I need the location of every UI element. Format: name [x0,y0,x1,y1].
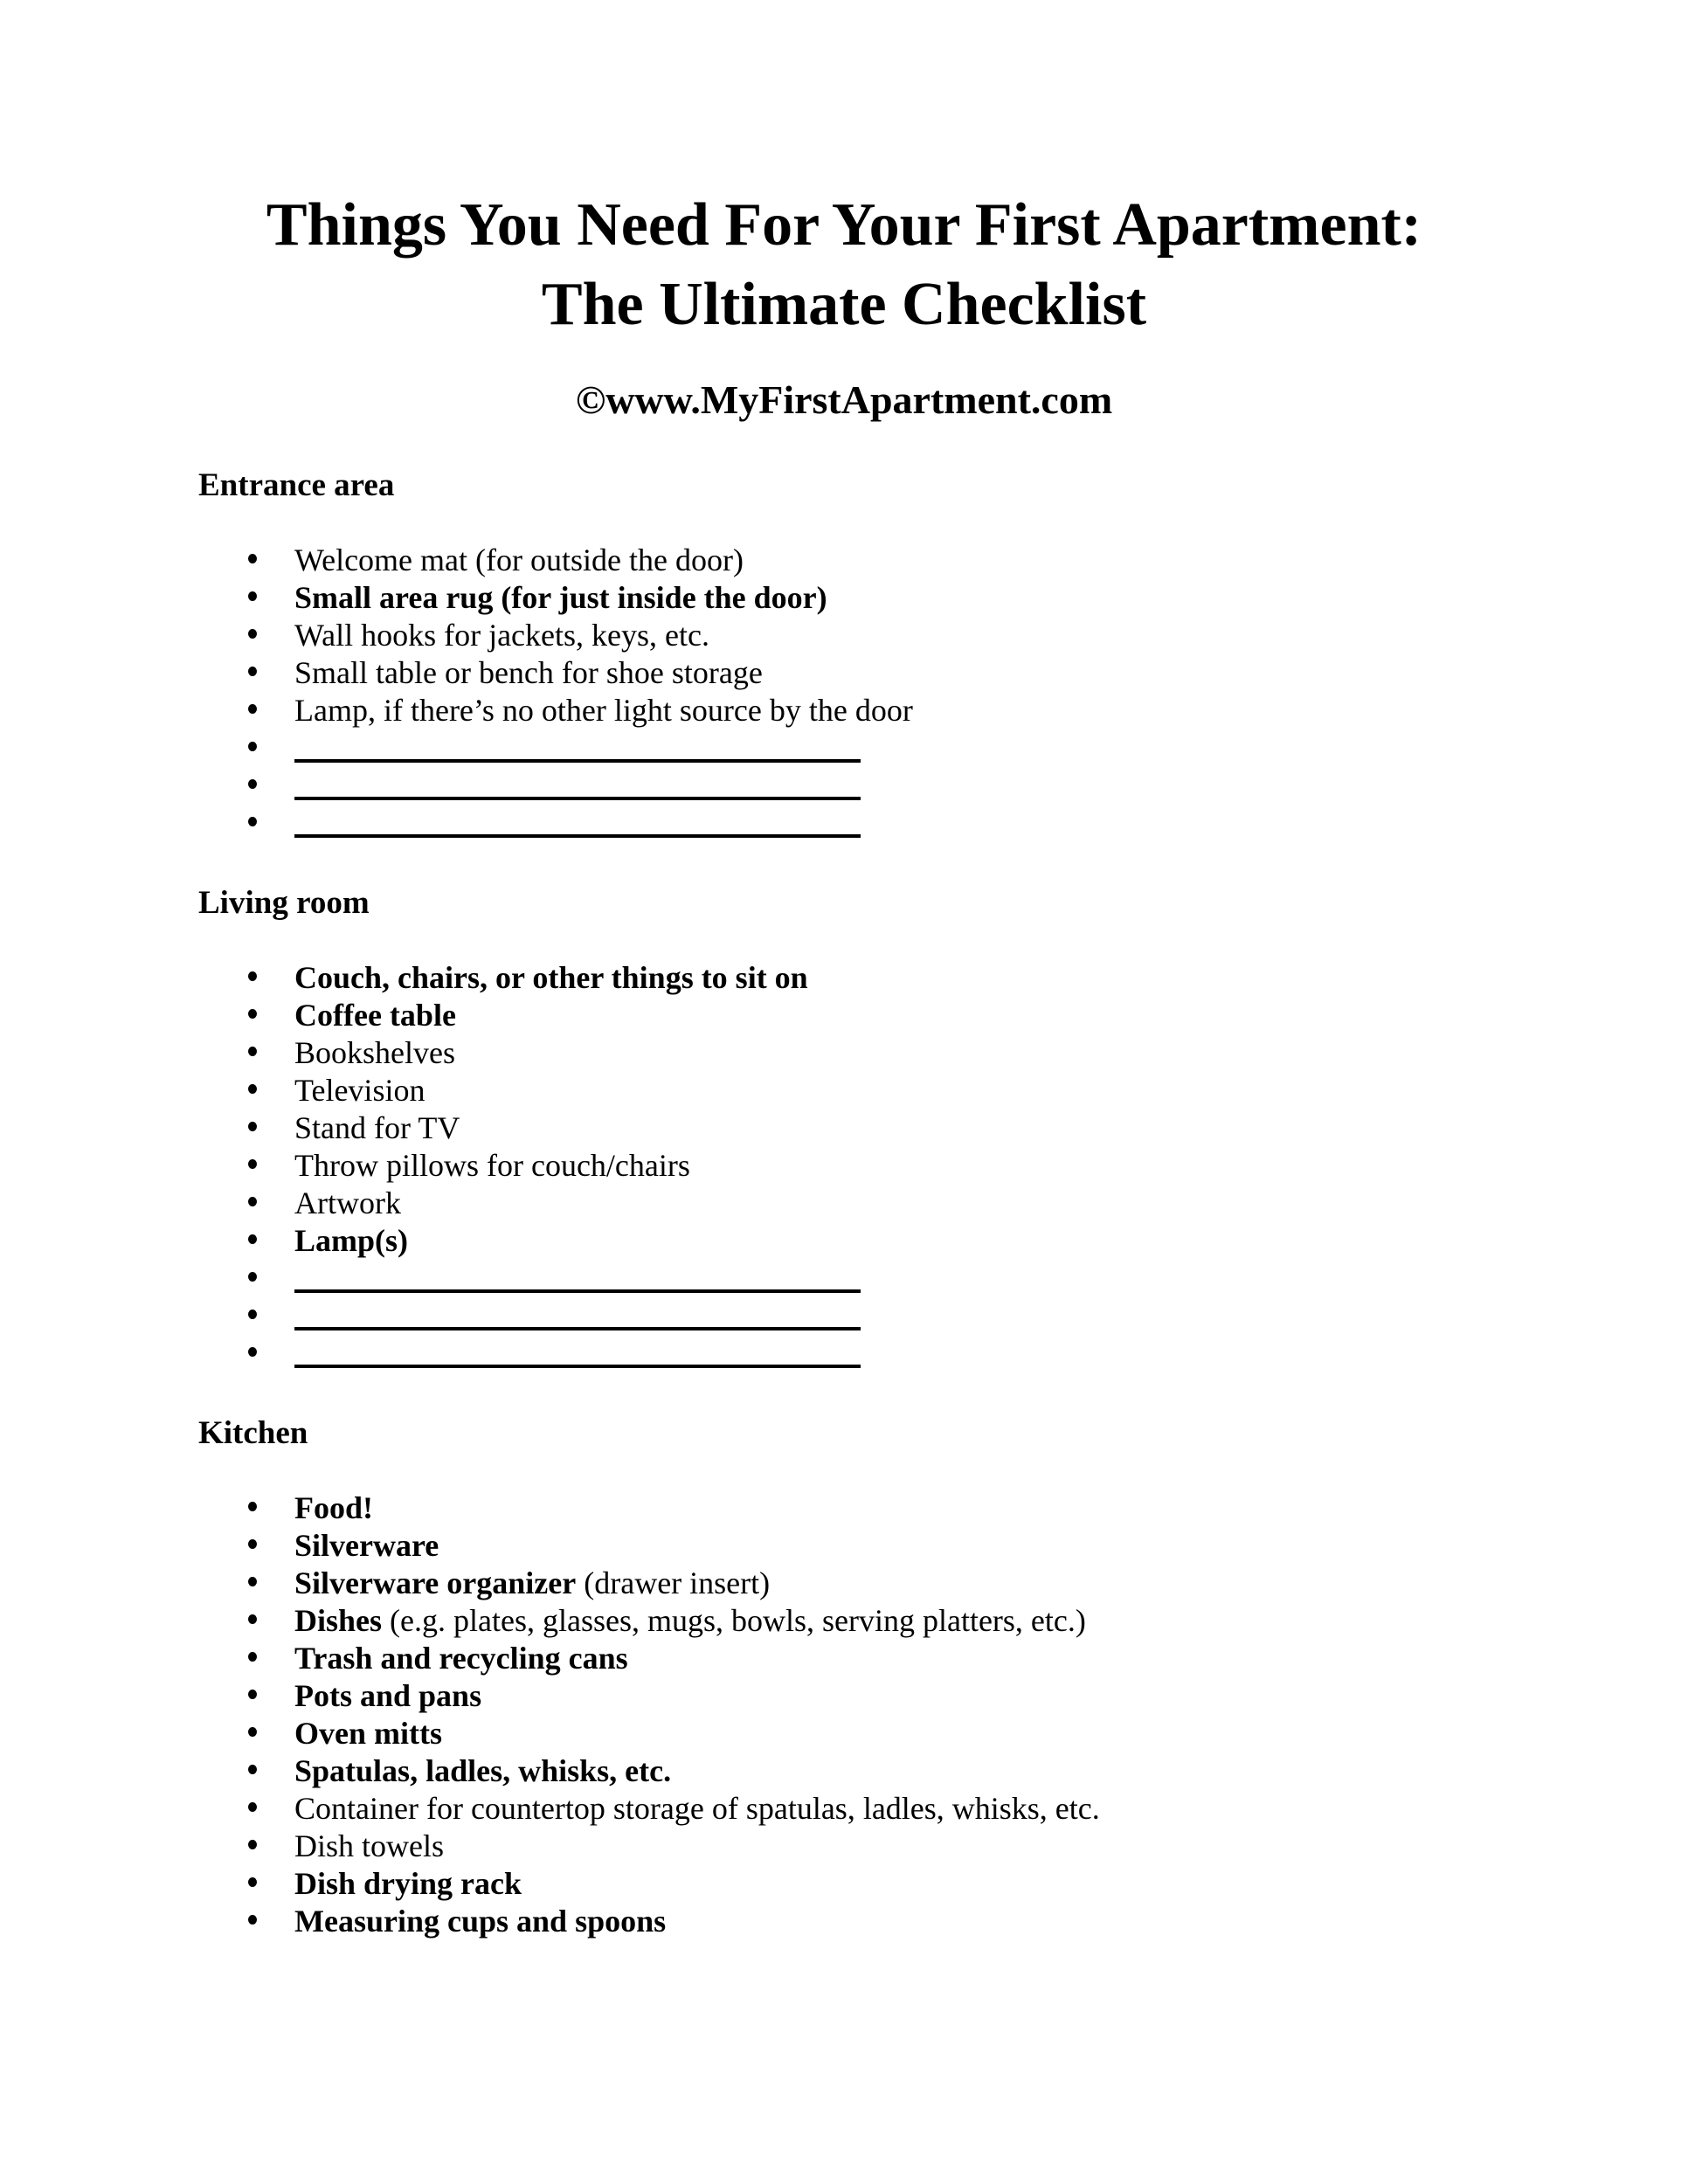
bullet-icon [248,1502,257,1511]
item-text [294,960,808,995]
checklist-item [198,1790,1490,1828]
bullet-icon [248,742,257,751]
write-in-line [294,1277,861,1293]
item-text-bold: Food! [294,1490,373,1525]
bullet-icon [248,1765,257,1774]
item-text [294,1866,522,1901]
item-text-regular: Small table or bench for shoe storage [294,655,763,690]
item-text-regular: Television [294,1073,425,1108]
item-text-regular: Dish towels [294,1828,444,1863]
bullet-icon [248,1614,257,1624]
item-text-bold: Dish drying rack [294,1866,522,1901]
bullet-icon [248,1727,257,1737]
checklist-item [198,1715,1490,1752]
item-text [294,618,709,653]
bullet-icon [248,779,257,789]
checklist-item-blank [198,1335,1490,1372]
item-text-bold: Couch, chairs, or other things to sit on [294,960,808,995]
item-text-bold: Spatulas, ladles, whisks, etc. [294,1753,672,1788]
item-text [294,1073,425,1108]
bullet-icon [248,1915,257,1925]
item-text-bold: Trash and recycling cans [294,1641,628,1676]
item-text [294,1035,455,1070]
bullet-icon [248,1802,257,1812]
item-text-regular: (e.g. plates, glasses, mugs, bowls, serving platters, etc.) [382,1603,1086,1638]
item-text [294,998,456,1033]
item-text [294,1223,408,1258]
item-text [294,1110,460,1145]
checklist-item-blank [198,767,1490,805]
checklist-item-blank [198,1260,1490,1297]
checklist-item [198,1865,1490,1903]
checklist-item-blank [198,805,1490,842]
item-text [294,693,913,728]
item-text-regular: Throw pillows for couch/chairs [294,1148,690,1183]
checklist-item [198,1489,1490,1527]
item-text-bold: Lamp(s) [294,1223,409,1258]
checklist-item [198,1109,1490,1147]
bullet-icon [248,1877,257,1887]
item-text-regular: Bookshelves [294,1035,455,1070]
item-text [294,655,763,690]
section-heading-kitchen: Kitchen [198,1415,308,1451]
item-text [294,1904,666,1939]
item-text-regular: Welcome mat (for outside the door) [294,543,744,577]
item-text-bold: Small area rug (for just inside the door) [294,580,827,615]
bullet-icon [248,1197,257,1206]
item-text-bold: Pots and pans [294,1678,482,1713]
bullet-icon [248,1047,257,1056]
write-in-line [294,747,861,763]
bullet-icon [248,1539,257,1549]
checklist-item [198,1185,1490,1222]
item-text [294,1678,481,1713]
bullet-icon [248,667,257,676]
item-text-regular: Artwork [294,1185,401,1220]
checklist-item [198,692,1490,729]
bullet-icon [248,1690,257,1699]
bullet-icon [248,629,257,639]
bullet-icon [248,1272,257,1282]
section-heading-entrance-area: Entrance area [198,467,395,503]
document-title-line1: Things You Need For Your First Apartment: [266,191,1422,259]
item-text [294,1490,373,1525]
bullet-icon [248,1122,257,1131]
checklist-item [198,1222,1490,1260]
checklist-item [198,1565,1490,1602]
item-text [294,1791,1100,1826]
document-title-line2: The Ultimate Checklist [541,271,1147,338]
checklist-item [198,1527,1490,1565]
bullet-icon [248,1577,257,1586]
item-text [294,543,744,577]
item-text [294,1753,671,1788]
checklist-item [198,1903,1490,1940]
bullet-icon [248,1234,257,1244]
write-in-line [294,1352,861,1368]
bullet-icon [248,1840,257,1849]
checklist-item [198,1034,1490,1072]
item-text [294,1716,442,1751]
bullet-icon [248,1159,257,1169]
item-text-bold: Dishes [294,1603,383,1638]
bullet-icon [248,591,257,601]
bullet-icon [248,1347,257,1357]
checklist-item [198,654,1490,692]
item-text-bold: Silverware [294,1528,439,1563]
bullet-icon [248,817,257,826]
bullet-icon [248,1084,257,1094]
checklist-item [198,1072,1490,1109]
checklist-entrance-area [198,542,1490,842]
section-heading-living-room: Living room [198,885,370,921]
bullet-icon [248,1009,257,1019]
checklist-item [198,997,1490,1034]
item-text [294,1528,439,1563]
item-text [294,1828,444,1863]
bullet-icon [248,1652,257,1662]
checklist-item [198,1828,1490,1865]
item-text-bold: Measuring cups and spoons [294,1904,667,1939]
checklist-item [198,542,1490,579]
item-text-regular: (drawer insert) [576,1565,771,1600]
bullet-icon [248,704,257,714]
checklist-living-room [198,959,1490,1372]
copyright-line: ©www.MyFirstApartment.com [575,377,1113,422]
checklist-item [198,617,1490,654]
checklist-item-blank [198,729,1490,767]
checklist-item [198,1752,1490,1790]
item-text [294,1148,690,1183]
checklist-item [198,1147,1490,1185]
checklist-item [198,1677,1490,1715]
write-in-line [294,822,861,838]
item-text [294,1641,628,1676]
write-in-line [294,784,861,800]
item-text-bold: Silverware organizer [294,1565,577,1600]
item-text-regular: Container for countertop storage of spatulas, ladles, whisks, etc. [294,1791,1100,1826]
bullet-icon [248,554,257,563]
item-text [294,580,827,615]
item-text-bold: Coffee table [294,998,456,1033]
checklist-item-blank [198,1297,1490,1335]
item-text-regular: Wall hooks for jackets, keys, etc. [294,618,709,653]
checklist-item [198,1640,1490,1677]
checklist-item [198,959,1490,997]
bullet-icon [248,971,257,981]
item-text [294,1603,1086,1638]
item-text-regular: Lamp, if there’s no other light source by the door [294,693,913,728]
item-text [294,1565,770,1600]
write-in-line [294,1315,861,1330]
checklist-kitchen [198,1489,1490,1940]
item-text [294,1185,401,1220]
checklist-item [198,579,1490,617]
document-title [198,185,1490,344]
item-text-regular: Stand for TV [294,1110,460,1145]
bullet-icon [248,1310,257,1319]
checklist-item [198,1602,1490,1640]
item-text-bold: Oven mitts [294,1716,442,1751]
